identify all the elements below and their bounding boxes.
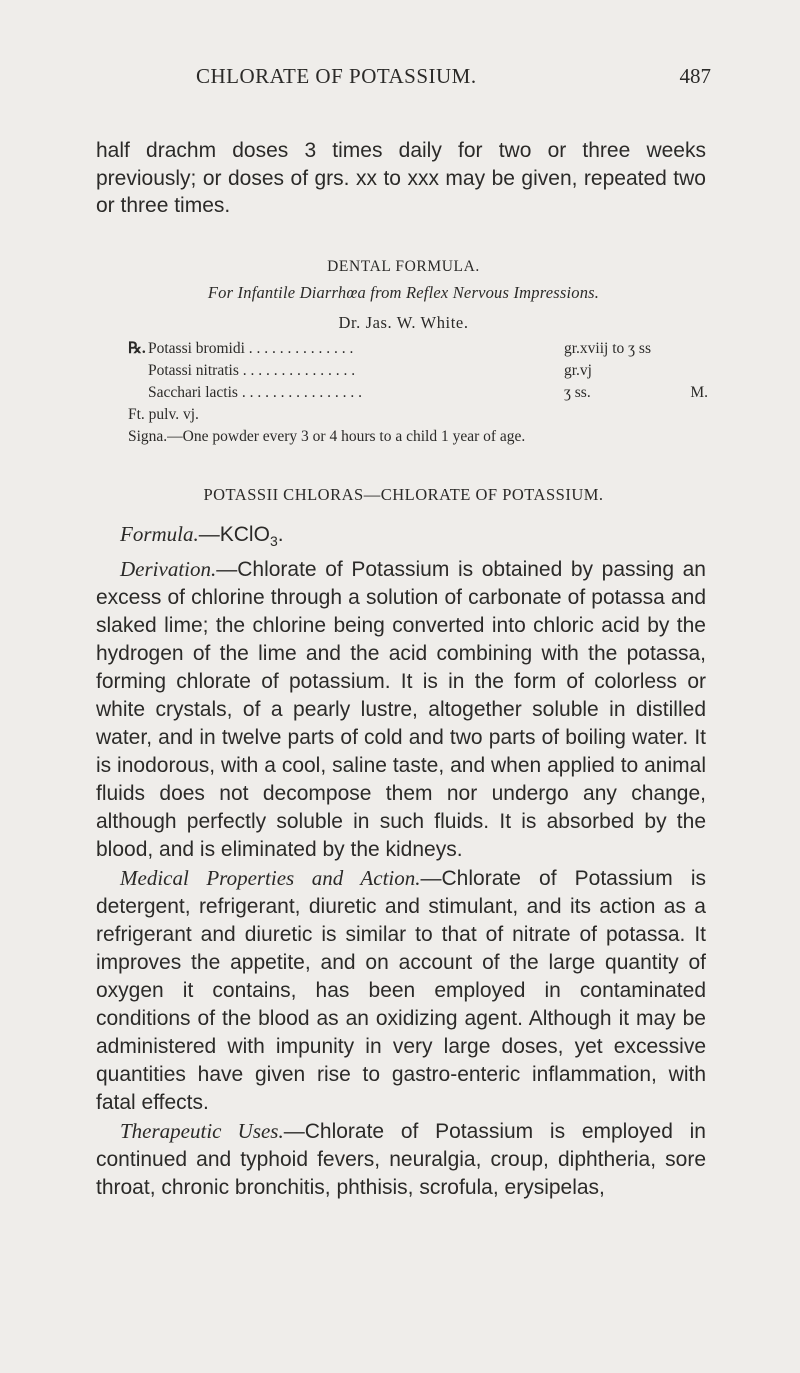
prescription [128, 338, 708, 448]
section-heading: POTASSII CHLORAS—CHLORATE OF POTASSIUM. [203, 485, 604, 504]
therapeutic-uses-text: —Chlorate of Potassium is employed in continued and typhoid fevers, neuralgia, croup, diphtheria, sore throat, chronic bronchitis, phthisis, scrofula, erysipelas, [96, 1120, 706, 1200]
running-head [96, 64, 711, 94]
formula-value: —KClO [198, 523, 270, 546]
formula-subscript: 3 [269, 533, 278, 550]
derivation-label: Derivation. [120, 557, 217, 582]
medical-properties-label: Medical Properties and Action. [120, 866, 421, 891]
signa-text: Signa.—One powder every 3 or 4 hours to a child 1 year of age. [128, 428, 526, 445]
first-paragraph: half drachm doses 3 times daily for two or three weeks previously; or doses of grs. xx to xxx may be given, repeated two or three times. [96, 139, 706, 218]
misce-mark: M. [690, 384, 708, 401]
formula-paragraph [96, 520, 706, 555]
prescription-item [128, 338, 708, 360]
therapeutic-uses-paragraph [96, 1117, 706, 1202]
signa-line [128, 426, 708, 448]
ingredient-name: Sacchari lactis . . . . . . . . . . . . . . . . [148, 384, 362, 401]
ingredient-name: Potassi bromidi . . . . . . . . . . . . . . [148, 340, 354, 357]
formula-end: . [277, 523, 284, 546]
page-number: 487 [679, 64, 711, 88]
derivation-text: —Chlorate of Potassium is obtained by passing an excess of chlorine through a solution of carbonate of potassa and slaked lime; the chlorine being converted into chloric acid by the hydrogen of the lime and the acid combining with the potassa, forming chlorate of potassium. It is in the form of colorless or white crystals, of a pearly lustre, altogether soluble in distilled water, and in twelve parts of cold and two parts of boiling water. It is inodorous, with a cool, saline taste, and when applied to animal fluids does not decompose them nor undergo any change, although perfectly soluble in such fluids. It is absorbed by the blood, and is eliminated by the kidneys. [96, 558, 706, 862]
main-text [96, 520, 706, 1202]
rx-symbol: ℞. [128, 340, 146, 357]
prescription-item [148, 382, 708, 404]
medical-properties-text: —Chlorate of Potassium is detergent, refrigerant, diuretic and stimulant, and its action as a refrigerant and diuretic is similar to that of nitrate of potassa. It improves the appetite, and on account of the large quantity of oxygen it contains, has been employed in contaminated conditions of the blood as an oxidizing agent. Although it may be administered with impunity in very large doses, yet excessive quantities have given rise to gastro-enteric inflammation, with fatal effects. [96, 867, 706, 1115]
dental-formula-heading: DENTAL FORMULA. [327, 258, 480, 275]
medical-properties-paragraph [96, 864, 706, 1117]
ft-line [128, 404, 708, 426]
derivation-paragraph [96, 555, 706, 864]
dental-formula-subtitle: For Infantile Diarrhœa from Reflex Nervous Impressions. [207, 283, 600, 302]
ingredient-quantity: gr.vj [564, 362, 592, 379]
therapeutic-uses-label: Therapeutic Uses. [120, 1119, 284, 1144]
running-head-title: CHLORATE OF POTASSIUM. [196, 64, 477, 88]
dental-formula-author: Dr. Jas. W. White. [338, 313, 469, 332]
ft-text: Ft. pulv. vj. [128, 406, 199, 423]
ingredient-quantity: gr.xviij to ʒ ss [564, 340, 651, 357]
ingredient-quantity: ʒ ss. [564, 384, 591, 401]
formula-label: Formula. [120, 522, 199, 546]
ingredient-name: Potassi nitratis . . . . . . . . . . . . . . . [148, 362, 356, 379]
prescription-item [148, 360, 708, 382]
